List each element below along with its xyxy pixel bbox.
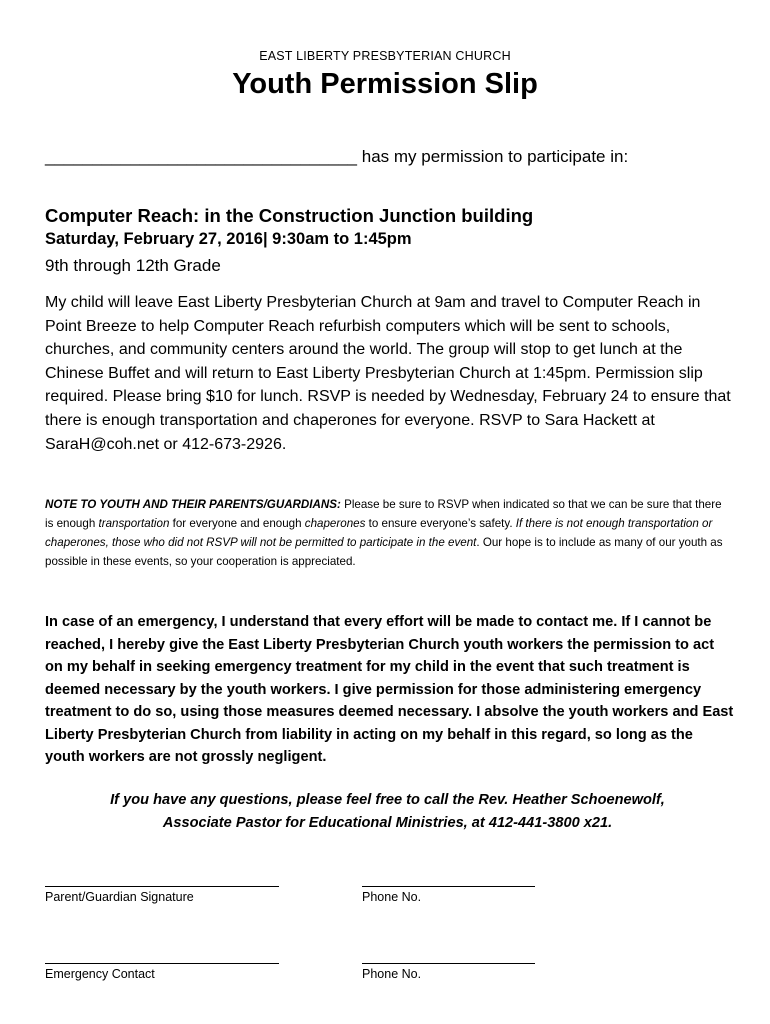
note-text-4: . Our hope is to include as many of our youth as possible in these events, so your cooperation is appreciated. [45,536,723,568]
permission-statement [45,147,628,167]
note-label: NOTE TO YOUTH AND THEIR PARENTS/GUARDIANS: [45,498,341,511]
phone-line-2[interactable] [362,963,535,964]
questions-line-2: Associate Pastor for Educational Ministries, at 412-441-3800 x21. [162,814,613,831]
emergency-contact-line[interactable] [45,963,279,964]
emergency-contact-label: Emergency Contact [45,967,155,981]
note-chaperones: chaperones [304,517,366,530]
permission-text: has my permission to participate in: [357,147,629,166]
phone-label-1: Phone No. [362,890,422,904]
event-description: My child will leave East Liberty Presbyterian Church at 9am and travel to Computer Reach in Point Breeze to help Computer Reach refurbish computers which will be sent to schools, churches, and community centers around the world. The group will stop to get lunch at the Chinese Buffet and will return to East Liberty Presbyterian Church at 1:45pm. Permission slip required. Please bring $10 for lunch. RSVP is needed by Wednesday, February 24 to ensure that there is enough transportation and chaperones for everyone. RSVP to Sara Hackett at SaraH@coh.net or 412-673-2926. [45,294,731,453]
note-text-1: Please be sure to RSVP when indicated so that we can be sure that there is enough [45,498,722,530]
note-text-2: for everyone and enough [169,517,305,530]
note-text-3: to ensure everyone’s safety. [365,517,516,530]
event-title: Computer Reach: in the Construction Junction building [45,205,534,226]
note-transportation: transportation [98,517,170,530]
phone-label-2: Phone No. [362,967,422,981]
parent-signature-line[interactable] [45,886,279,887]
participant-name-blank[interactable]: _________________________________ [45,147,358,166]
note-italic-sentence: If there is not enough transportation or chaperones, those who did not RSVP will not be permitted to participate in the event [45,517,713,549]
page-title: Youth Permission Slip [232,68,538,100]
phone-line-1[interactable] [362,886,535,887]
event-grade: 9th through 12th Grade [45,256,221,275]
questions-line-1: If you have any questions, please feel free to call the Rev. Heather Schoenewolf, [110,792,665,808]
parent-signature-label: Parent/Guardian Signature [45,890,194,904]
questions-contact [45,789,730,834]
event-date: Saturday, February 27, 2016| 9:30am to 1:45pm [45,230,412,248]
church-name: EAST LIBERTY PRESBYTERIAN CHURCH [259,49,511,63]
emergency-consent: In case of an emergency, I understand that every effort will be made to contact me. If I cannot be reached, I hereby give the East Liberty Presbyterian Church youth workers the permission to act on my behalf in seeking emergency treatment for my child in the event that such treatment is deemed necessary by the youth workers. I give permission for those administering emergency treatment to do so, using those measures deemed necessary. I absolve the youth workers and East Liberty Presbyterian Church from liability in acting on my behalf in this regard, so long as the youth workers are not grossly negligent. [45,614,734,765]
note-to-parents [45,495,725,571]
